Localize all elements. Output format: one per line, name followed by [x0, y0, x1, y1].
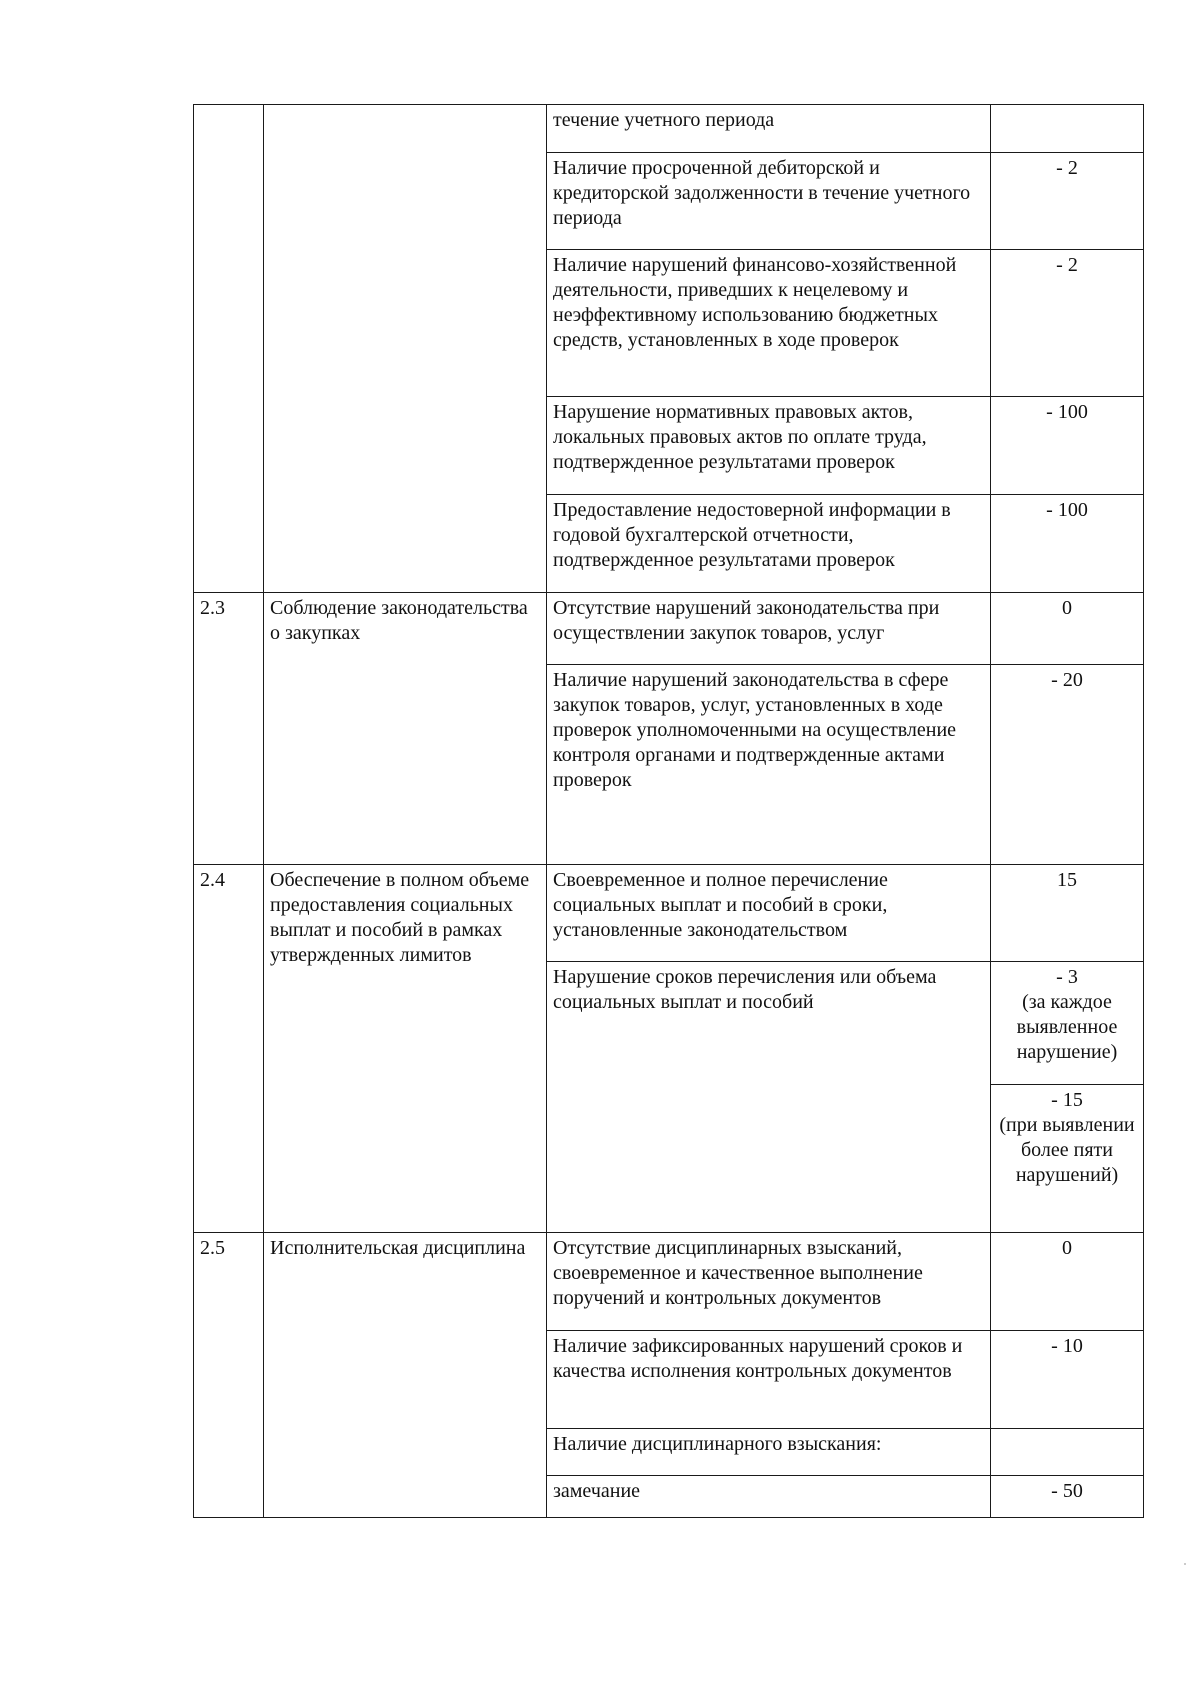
points-cell [991, 1429, 1144, 1476]
section-name-cell: Исполнительская дисциплина [264, 1233, 547, 1518]
section-number-cell: 2.4 [194, 865, 264, 1233]
criterion-cell: замечание [547, 1476, 991, 1518]
criterion-cell: течение учетного периода [547, 105, 991, 153]
table-row [194, 1233, 1144, 1331]
points-value: - 3 [1056, 966, 1078, 988]
points-note: (при выявлении более пяти нарушений) [999, 1114, 1135, 1186]
section-name-cell: Соблюдение законодательства о закупках [264, 593, 547, 865]
criterion-cell: Наличие зафиксированных нарушений сроков и качества исполнения контрольных документов [547, 1331, 991, 1429]
points-cell: - 100 [991, 495, 1144, 593]
criterion-cell: Предоставление недостоверной информации в годовой бухгалтерской отчетности, подтвержденное результатами проверок [547, 495, 991, 593]
criterion-cell: Нарушение нормативных правовых актов, локальных правовых актов по оплате труда, подтвержденное результатами проверок [547, 397, 991, 495]
criterion-cell: Отсутствие нарушений законодательства при осуществлении закупок товаров, услуг [547, 593, 991, 665]
points-cell: - 20 [991, 665, 1144, 865]
criterion-cell: Наличие нарушений законодательства в сфере закупок товаров, услуг, установленных в ходе проверок уполномоченными на осуществление контроля органами и подтвержденные актами проверок [547, 665, 991, 865]
criteria-table [193, 104, 1144, 1518]
section-number-cell [194, 105, 264, 593]
table-row [194, 105, 1144, 153]
table-row [194, 865, 1144, 962]
points-cell [991, 1085, 1144, 1233]
criterion-cell: Наличие дисциплинарного взыскания: [547, 1429, 991, 1476]
table-row [194, 593, 1144, 665]
points-cell [991, 962, 1144, 1085]
criterion-cell: Наличие просроченной дебиторской и кредиторской задолженности в течение учетного периода [547, 153, 991, 250]
points-cell: 0 [991, 1233, 1144, 1331]
section-name-cell: Обеспечение в полном объеме предоставления социальных выплат и пособий в рамках утвержденных лимитов [264, 865, 547, 1233]
criterion-cell: Отсутствие дисциплинарных взысканий, своевременное и качественное выполнение поручений и контрольных документов [547, 1233, 991, 1331]
points-cell: - 2 [991, 153, 1144, 250]
section-number-cell: 2.3 [194, 593, 264, 865]
points-note: (за каждое выявленное нарушение) [1016, 991, 1118, 1063]
section-number-cell: 2.5 [194, 1233, 264, 1518]
points-cell: - 100 [991, 397, 1144, 495]
points-value: - 15 [1051, 1089, 1083, 1111]
criterion-cell: Нарушение сроков перечисления или объема социальных выплат и пособий [547, 962, 991, 1233]
points-cell: - 50 [991, 1476, 1144, 1518]
criterion-cell: Своевременное и полное перечисление социальных выплат и пособий в сроки, установленные законодательством [547, 865, 991, 962]
points-cell: 15 [991, 865, 1144, 962]
points-cell: - 2 [991, 250, 1144, 397]
criterion-cell: Наличие нарушений финансово-хозяйственной деятельности, приведших к нецелевому и неэффективному использованию бюджетных средств, установленных в ходе проверок [547, 250, 991, 397]
points-cell [991, 105, 1144, 153]
points-cell: - 10 [991, 1331, 1144, 1429]
section-name-cell [264, 105, 547, 593]
points-cell: 0 [991, 593, 1144, 665]
scan-speck [1184, 1563, 1186, 1565]
